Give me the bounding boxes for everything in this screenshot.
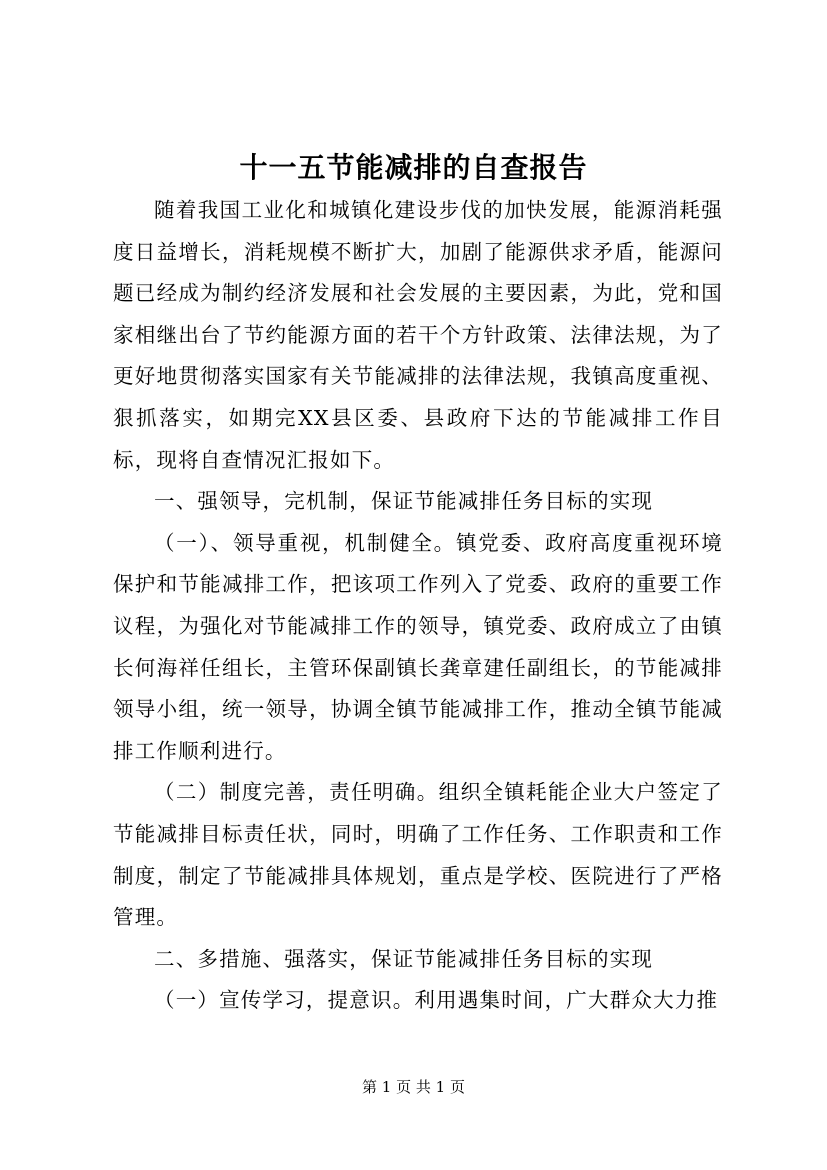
subsection-paragraph-1-2: （二）制度完善，责任明确。组织全镇耗能企业大户签定了节能减排目标责任状，同时，明确了工作任务、工作职责和工作制度，制定了节能减排具体规划，重点是学校、医院进行了严格管理。	[113, 780, 723, 930]
document-body	[113, 190, 723, 1022]
subsection-paragraph-1-1: （一）、领导重视，机制健全。镇党委、政府高度重视环境保护和节能减排工作，把该项工作列入了党委、政府的重要工作议程，为强化对节能减排工作的领导，镇党委、政府成立了由镇长何海祥任组长，主管环保副镇长龚章建任副组长，的节能减排领导小组，统一领导，协调全镇节能减排工作，推动全镇节能减排工作顺利进行。	[113, 530, 723, 763]
section-heading-2: 二、多措施、强落实，保证节能减排任务目标的实现	[154, 946, 654, 971]
intro-paragraph: 随着我国工业化和城镇化建设步伐的加快发展，能源消耗强度日益增长，消耗规模不断扩大，加剧了能源供求矛盾，能源问题已经成为制约经济发展和社会发展的主要因素，为此，党和国家相继出台了节约能源方面的若干个方针政策、法律法规，为了更好地贯彻落实国家有关节能减排的法律法规，我镇高度重视、狠抓落实，如期完XX县区委、县政府下达的节能减排工作目标，现将自查情况汇报如下。	[113, 198, 723, 472]
document-title: 十一五节能减排的自查报告	[239, 151, 588, 184]
section-heading-1: 一、强领导，完机制，保证节能减排任务目标的实现	[154, 489, 654, 514]
subsection-paragraph-2-1: （一）宣传学习，提意识。利用遇集时间，广大群众大力推	[154, 988, 719, 1013]
page-footer: 第 1 页 共 1 页	[362, 1078, 465, 1096]
